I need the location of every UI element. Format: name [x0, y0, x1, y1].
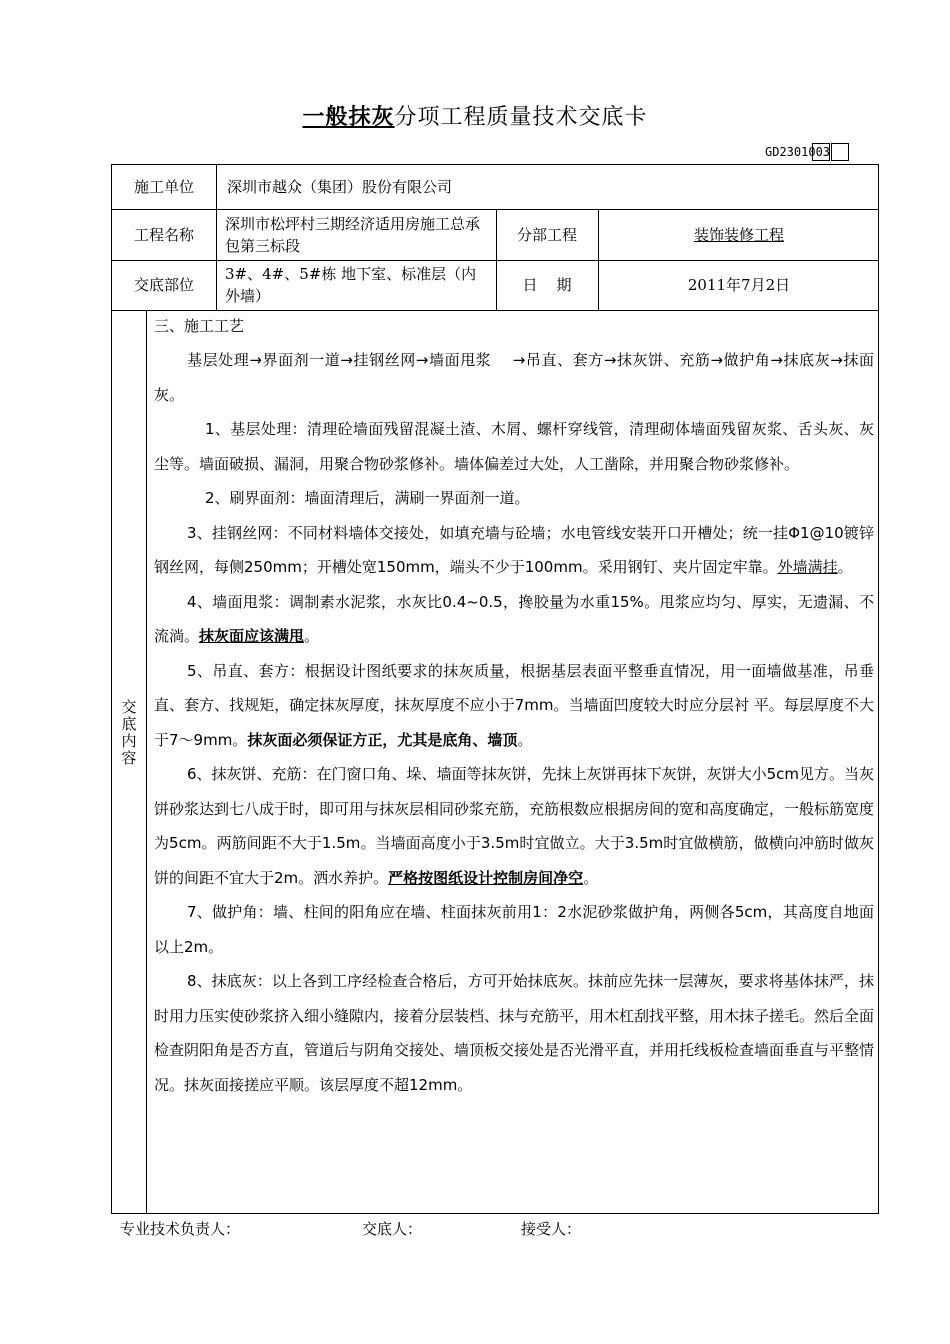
step-6-underlined: 严格按图纸设计控制房间净空 [388, 868, 584, 887]
step-4-text: 4、墙面甩浆：调制素水泥浆，水灰比0.4~0.5，搀胶量为水重15%。甩浆应均匀、厚实，无遗漏、不流淌。 [154, 592, 874, 645]
row-divider [112, 310, 878, 311]
step-2-paragraph: 2、刷界面剂：墙面清理后，满刷一界面剂一道。 [205, 489, 530, 507]
date-value: 2011年7月2日 [687, 276, 791, 294]
step-7-paragraph: 7、做护角：墙、柱间的阳角应在墙、柱面抹灰前用1：2水泥砂浆做护角，两侧各5cm，其高度自地面以上2m。 [154, 903, 874, 956]
content-label: 交底内容 [119, 699, 138, 767]
date-label: 日 期 [522, 276, 572, 294]
title-rest: 分项工程质量技术交底卡 [394, 105, 648, 130]
step-4-end: 。 [304, 627, 320, 645]
unit-label: 施工单位 [133, 178, 194, 196]
step-4-underlined: 抹灰面应该满甩 [199, 627, 305, 645]
step-5-bold: 抹灰面必须保证方正，尤其是底角、墙顶 [247, 730, 518, 749]
disclosure-table [111, 164, 879, 1214]
col-divider [146, 310, 147, 1214]
title-bold-part: 一般抹灰 [302, 104, 395, 130]
doc-code-row [765, 143, 849, 161]
doc-code: GD2301003 [765, 145, 831, 159]
location-label: 交底部位 [133, 276, 194, 294]
section-heading: 三、施工工艺 [154, 317, 245, 335]
subproject-label: 分部工程 [516, 225, 577, 244]
step-1-paragraph: 1、基层处理：清理砼墙面残留混凝土渣、木屑、螺杆穿线管，清理砌体墙面残留灰浆、舌头灰、灰尘等。墙面破损、漏洞，用聚合物砂浆修补。墙体偏差过大处，人工凿除，并用聚合物砂浆修补。 [154, 420, 874, 473]
step-6-paragraph [154, 757, 874, 895]
tech-lead-label: 专业技术负责人： [120, 1220, 241, 1238]
step-5-end: 。 [517, 730, 533, 749]
disclosure-content [154, 315, 874, 1102]
unit-value: 深圳市越众（集团）股份有限公司 [227, 178, 453, 196]
step-8-paragraph: 8、抹底灰：以上各到工序经检查合格后，方可开始抹底灰。抹前应先抹一层薄灰，要求将基体抹严，抹时用力压实使砂浆挤入细小缝隙内，接着分层装档、抹与充筋平，用木杠刮找平整，用木抹子搓毛。然后全面检查阴阳角是否方直，管道后与阴角交接处、墙顶板交接处是否光滑平直，并用托线板检查墙面垂直与平整情况。抹灰面接搓应平顺。该层厚度不超12mm。 [154, 972, 875, 1094]
step-6-end: 。 [583, 868, 599, 887]
subproject-value-text: 装饰装修工程 [693, 225, 784, 244]
step-3-text: 3、挂钢丝网：不同材料墙体交接处，如填充墙与砼墙；水电管线安装开口开槽处；统一挂Φ1@10镀锌钢丝网，每侧250mm；开槽处宽150mm，端头不少于100mm。采用钢钉、夹片固定牢靠。 [154, 523, 874, 576]
step-5-text: 5、吊直、套方：根据设计图纸要求的抹灰质量，根据基层表面平整垂直情况，用一面墙做基准，吊垂直、套方、找规矩，确定抹灰厚度，抹灰厚度不应小于7mm。当墙面凹度较大时应分层衬 平。每层厚度不大于7～9mm。 [154, 661, 874, 749]
page-title [0, 100, 950, 131]
process-flow-paragraph: 基层处理→界面剂一道→挂钢丝网→墙面甩浆 →吊直、套方→抹灰饼、充筋→做护角→抹底灰→抹面灰。 [154, 351, 874, 404]
step-6-text: 6、抹灰饼、充筋：在门窗口角、垛、墙面等抹灰饼，先抹上灰饼再抹下灰饼，灰饼大小5cm见方。当灰饼砂浆达到七八成于时，即可用与抹灰层相同砂浆充筋，充筋根数应根据房间的宽和高度确定，一般标筋宽度为5cm。两筋间距不大于1.5m。当墙面高度小于3.5m时宜做立。大于3.5m时宜做横筋，做横向冲筋时做灰饼的间距不宜大于2m。洒水养护。 [154, 765, 875, 887]
step-5-paragraph [154, 654, 874, 758]
project-value: 深圳市松坪村三期经济适用房施工总承包第三标段 [225, 214, 481, 255]
checkbox-2[interactable] [831, 143, 849, 161]
step-4-paragraph [154, 585, 874, 654]
project-label: 工程名称 [133, 225, 194, 244]
receiver-label: 接受人： [521, 1220, 582, 1238]
location-value: 3#、4#、5#栋 地下室、标准层（内外墙） [225, 265, 477, 305]
checkbox-1[interactable] [812, 143, 830, 161]
col-divider [216, 165, 217, 310]
step-3-paragraph [154, 516, 874, 585]
content-side-label [112, 311, 146, 1215]
step-3-end: 。 [837, 558, 853, 576]
presenter-label: 交底人： [362, 1220, 423, 1238]
step-3-underlined: 外墙满挂 [777, 558, 838, 576]
subproject-value [598, 209, 880, 260]
